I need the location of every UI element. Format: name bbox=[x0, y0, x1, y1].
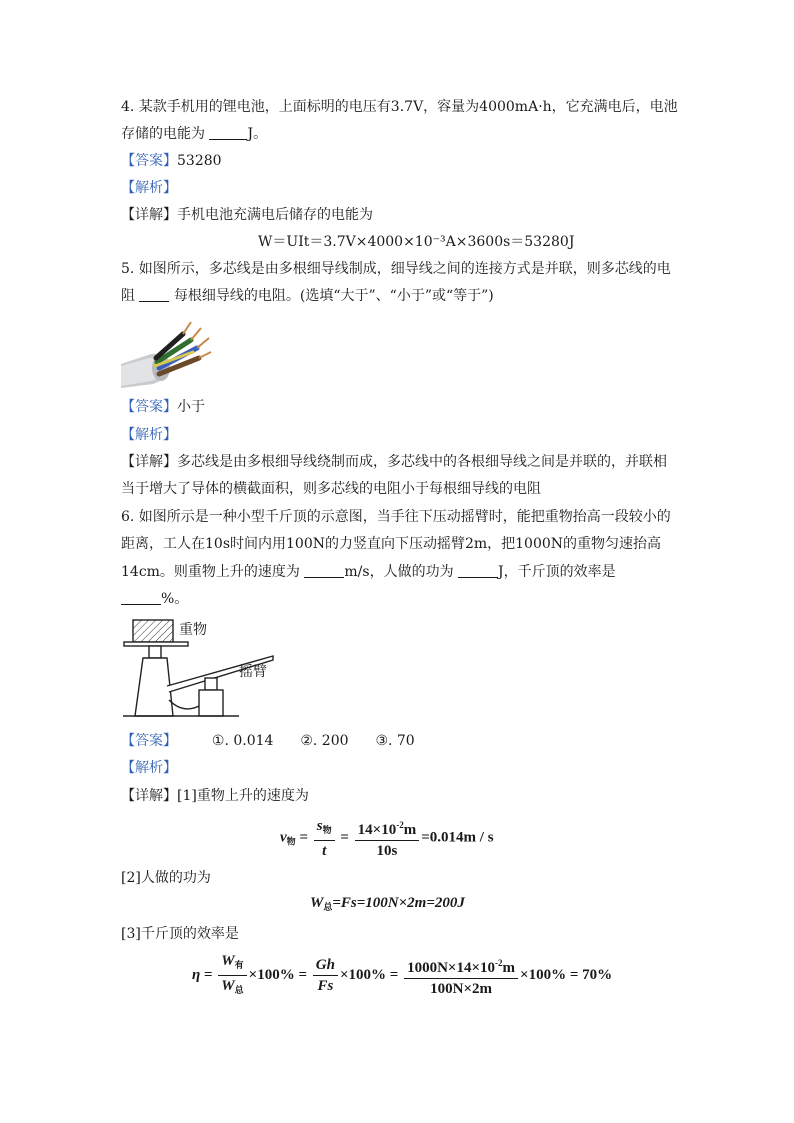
q6-detail-line1 bbox=[121, 786, 309, 806]
q5-answer-blank bbox=[139, 287, 169, 302]
weight-block bbox=[133, 620, 173, 642]
eq1-num2-unit: m bbox=[403, 822, 417, 838]
eq3-f3-sup: -2 bbox=[495, 957, 503, 968]
detail-tag: 【详解】 bbox=[121, 788, 177, 804]
eq3-lhs: η bbox=[192, 966, 201, 983]
jack-body bbox=[135, 658, 173, 716]
q5-answer bbox=[121, 397, 205, 417]
eq3-pct2: ×100% bbox=[339, 966, 387, 983]
q6-answer-2: ②. 200 bbox=[300, 733, 349, 749]
q6-detail-text1: [1]重物上升的速度为 bbox=[177, 788, 309, 804]
q6-blank-speed bbox=[304, 563, 344, 578]
q6-stem-text3c: J，千斤顶的效率是 bbox=[498, 564, 616, 580]
eq1-num2: 14×10 bbox=[357, 822, 397, 838]
eq3-f3-unit: m bbox=[502, 959, 516, 976]
q6-stem-text3: 14cm。则重物上升的速度为 bbox=[121, 564, 300, 580]
eq3-f3-num: 1000N×14×10 bbox=[407, 959, 496, 976]
eq1-fraction2 bbox=[355, 816, 420, 860]
q6-answer bbox=[121, 731, 415, 751]
q6-detail-line2: [2]人做的功为 bbox=[121, 870, 211, 886]
q6-stem-line4 bbox=[121, 589, 188, 609]
q5-answer-value: 小于 bbox=[177, 399, 205, 415]
q4-answer-value: 53280 bbox=[177, 153, 222, 169]
eq1-den: t bbox=[322, 842, 327, 859]
eq3-f2-den: Fs bbox=[317, 978, 334, 994]
eq1-lhs-sub: 物 bbox=[286, 836, 296, 847]
eq3-f1-num-sub: 有 bbox=[234, 960, 244, 970]
eq3-f1-den-sub: 总 bbox=[234, 985, 244, 995]
efficiency-equation: η = $\frac{W_有}{W_总}$ ×100% = $\frac{Gh}{Fs}$ ×100% = $\frac{1000N\times 14\times 10^{-2}m}{100N\times 2m}$ ×100% = 70% bbox=[192, 952, 612, 999]
eq3-f2-num: Gh bbox=[313, 956, 338, 976]
detail-tag: 【详解】 bbox=[121, 454, 177, 470]
q5-stem-text: 阻 bbox=[121, 288, 135, 304]
eq1-den2: 10s bbox=[376, 843, 398, 859]
q6-stem-end: %。 bbox=[161, 591, 189, 607]
q5-detail-text1: 多芯线是由多根细导线绕制而成，多芯线中的各根细导线之间是并联的，并联相 bbox=[177, 454, 667, 470]
q5-detail-line1 bbox=[121, 452, 667, 472]
q4-detail-text: 手机电池充满电后储存的电能为 bbox=[177, 207, 373, 223]
velocity-equation: $v_物$ = $\frac{s_物}{t}$ = $\frac{14\times 10^{-2}m}{10s}$ =0.014m / s bbox=[280, 817, 494, 859]
q5-analysis-tag: 【解析】 bbox=[121, 427, 177, 443]
eq3-pct1: ×100% bbox=[248, 966, 295, 983]
q4-stem-line1: 4. 某款手机用的锂电池，上面标明的电压有3.7V，容量为4000mA·h，它充满电后，电池 bbox=[121, 99, 678, 115]
jack-diagram bbox=[121, 612, 281, 724]
eq1-lhs: v bbox=[280, 829, 287, 846]
q6-stem-line2: 距离，工人在10s时间内用100N的力竖直向下压动摇臂2m，把1000N的重物匀速抬高 bbox=[121, 536, 662, 552]
q4-answer bbox=[121, 151, 222, 171]
q5-stem-line2 bbox=[121, 286, 494, 306]
eq1-result: =0.014m / s bbox=[421, 829, 494, 846]
q5-stem-line1: 5. 如图所示，多芯线是由多根细导线制成，细导线之间的连接方式是并联，则多芯线的电 bbox=[121, 261, 671, 277]
eq2-rhs: =Fs=100N×2m=200J bbox=[332, 895, 465, 911]
q4-analysis-tag: 【解析】 bbox=[121, 180, 177, 196]
q6-detail-line3: [3]千斤顶的效率是 bbox=[121, 926, 239, 942]
q6-answer-1: ①. 0.014 bbox=[211, 733, 274, 749]
eq3-fraction1 bbox=[218, 952, 246, 999]
multicore-cable-figure bbox=[121, 314, 213, 388]
piston-rod bbox=[149, 646, 161, 658]
label-arm: 摇臂 bbox=[239, 664, 267, 680]
q5-detail-line2: 当于增大了导体的横截面积，则多芯线的电阻小于每根细导线的电阻 bbox=[121, 481, 541, 497]
q4-stem-line2 bbox=[121, 124, 267, 144]
pump-cylinder bbox=[199, 690, 223, 716]
eq1-num: s bbox=[316, 817, 323, 834]
eq3-f1-num: W bbox=[221, 953, 235, 969]
q6-answer-3: ③. 70 bbox=[375, 733, 415, 749]
work-equation bbox=[310, 895, 465, 913]
eq3-f3-den: 100N×2m bbox=[430, 980, 492, 997]
answer-tag: 【答案】 bbox=[121, 153, 177, 169]
q6-stem-line1: 6. 如图所示是一种小型千斤顶的示意图，当手往下压动摇臂时，能把重物抬高一段较小的 bbox=[121, 509, 671, 525]
eq2-lhs: W bbox=[310, 895, 324, 911]
q6-blank-efficiency bbox=[121, 590, 161, 605]
eq3-fraction3 bbox=[404, 954, 518, 998]
eq1-num-sub: 物 bbox=[322, 824, 332, 835]
eq2-lhs-sub: 总 bbox=[323, 902, 333, 912]
q5-stem-end: 每根细导线的电阻。(选填“大于”、“小于”或“等于”) bbox=[173, 288, 494, 304]
q6-analysis-tag: 【解析】 bbox=[121, 760, 177, 776]
eq3-f1-den: W bbox=[221, 978, 235, 994]
q6-stem-text3b: m/s，人做的功为 bbox=[344, 564, 454, 580]
detail-tag: 【详解】 bbox=[121, 207, 177, 223]
q4-stem-end: J。 bbox=[247, 126, 268, 142]
eq1-fraction1 bbox=[314, 817, 335, 860]
q6-stem-line3 bbox=[121, 562, 616, 582]
q4-stem-text: 存储的电能为 bbox=[121, 126, 205, 142]
answer-tag: 【答案】 bbox=[121, 399, 177, 415]
q4-answer-blank bbox=[209, 125, 247, 140]
eq1-num2-sup: -2 bbox=[396, 820, 404, 830]
eq3-result: ×100% = 70% bbox=[520, 966, 613, 983]
label-weight: 重物 bbox=[179, 622, 207, 638]
q6-blank-work bbox=[458, 563, 498, 578]
q4-detail bbox=[121, 205, 373, 225]
answer-tag: 【答案】 bbox=[121, 733, 177, 749]
eq3-fraction2 bbox=[313, 956, 338, 995]
q4-formula: W＝UIt＝3.7V×4000×10⁻³A×3600s＝53280J bbox=[258, 234, 575, 250]
